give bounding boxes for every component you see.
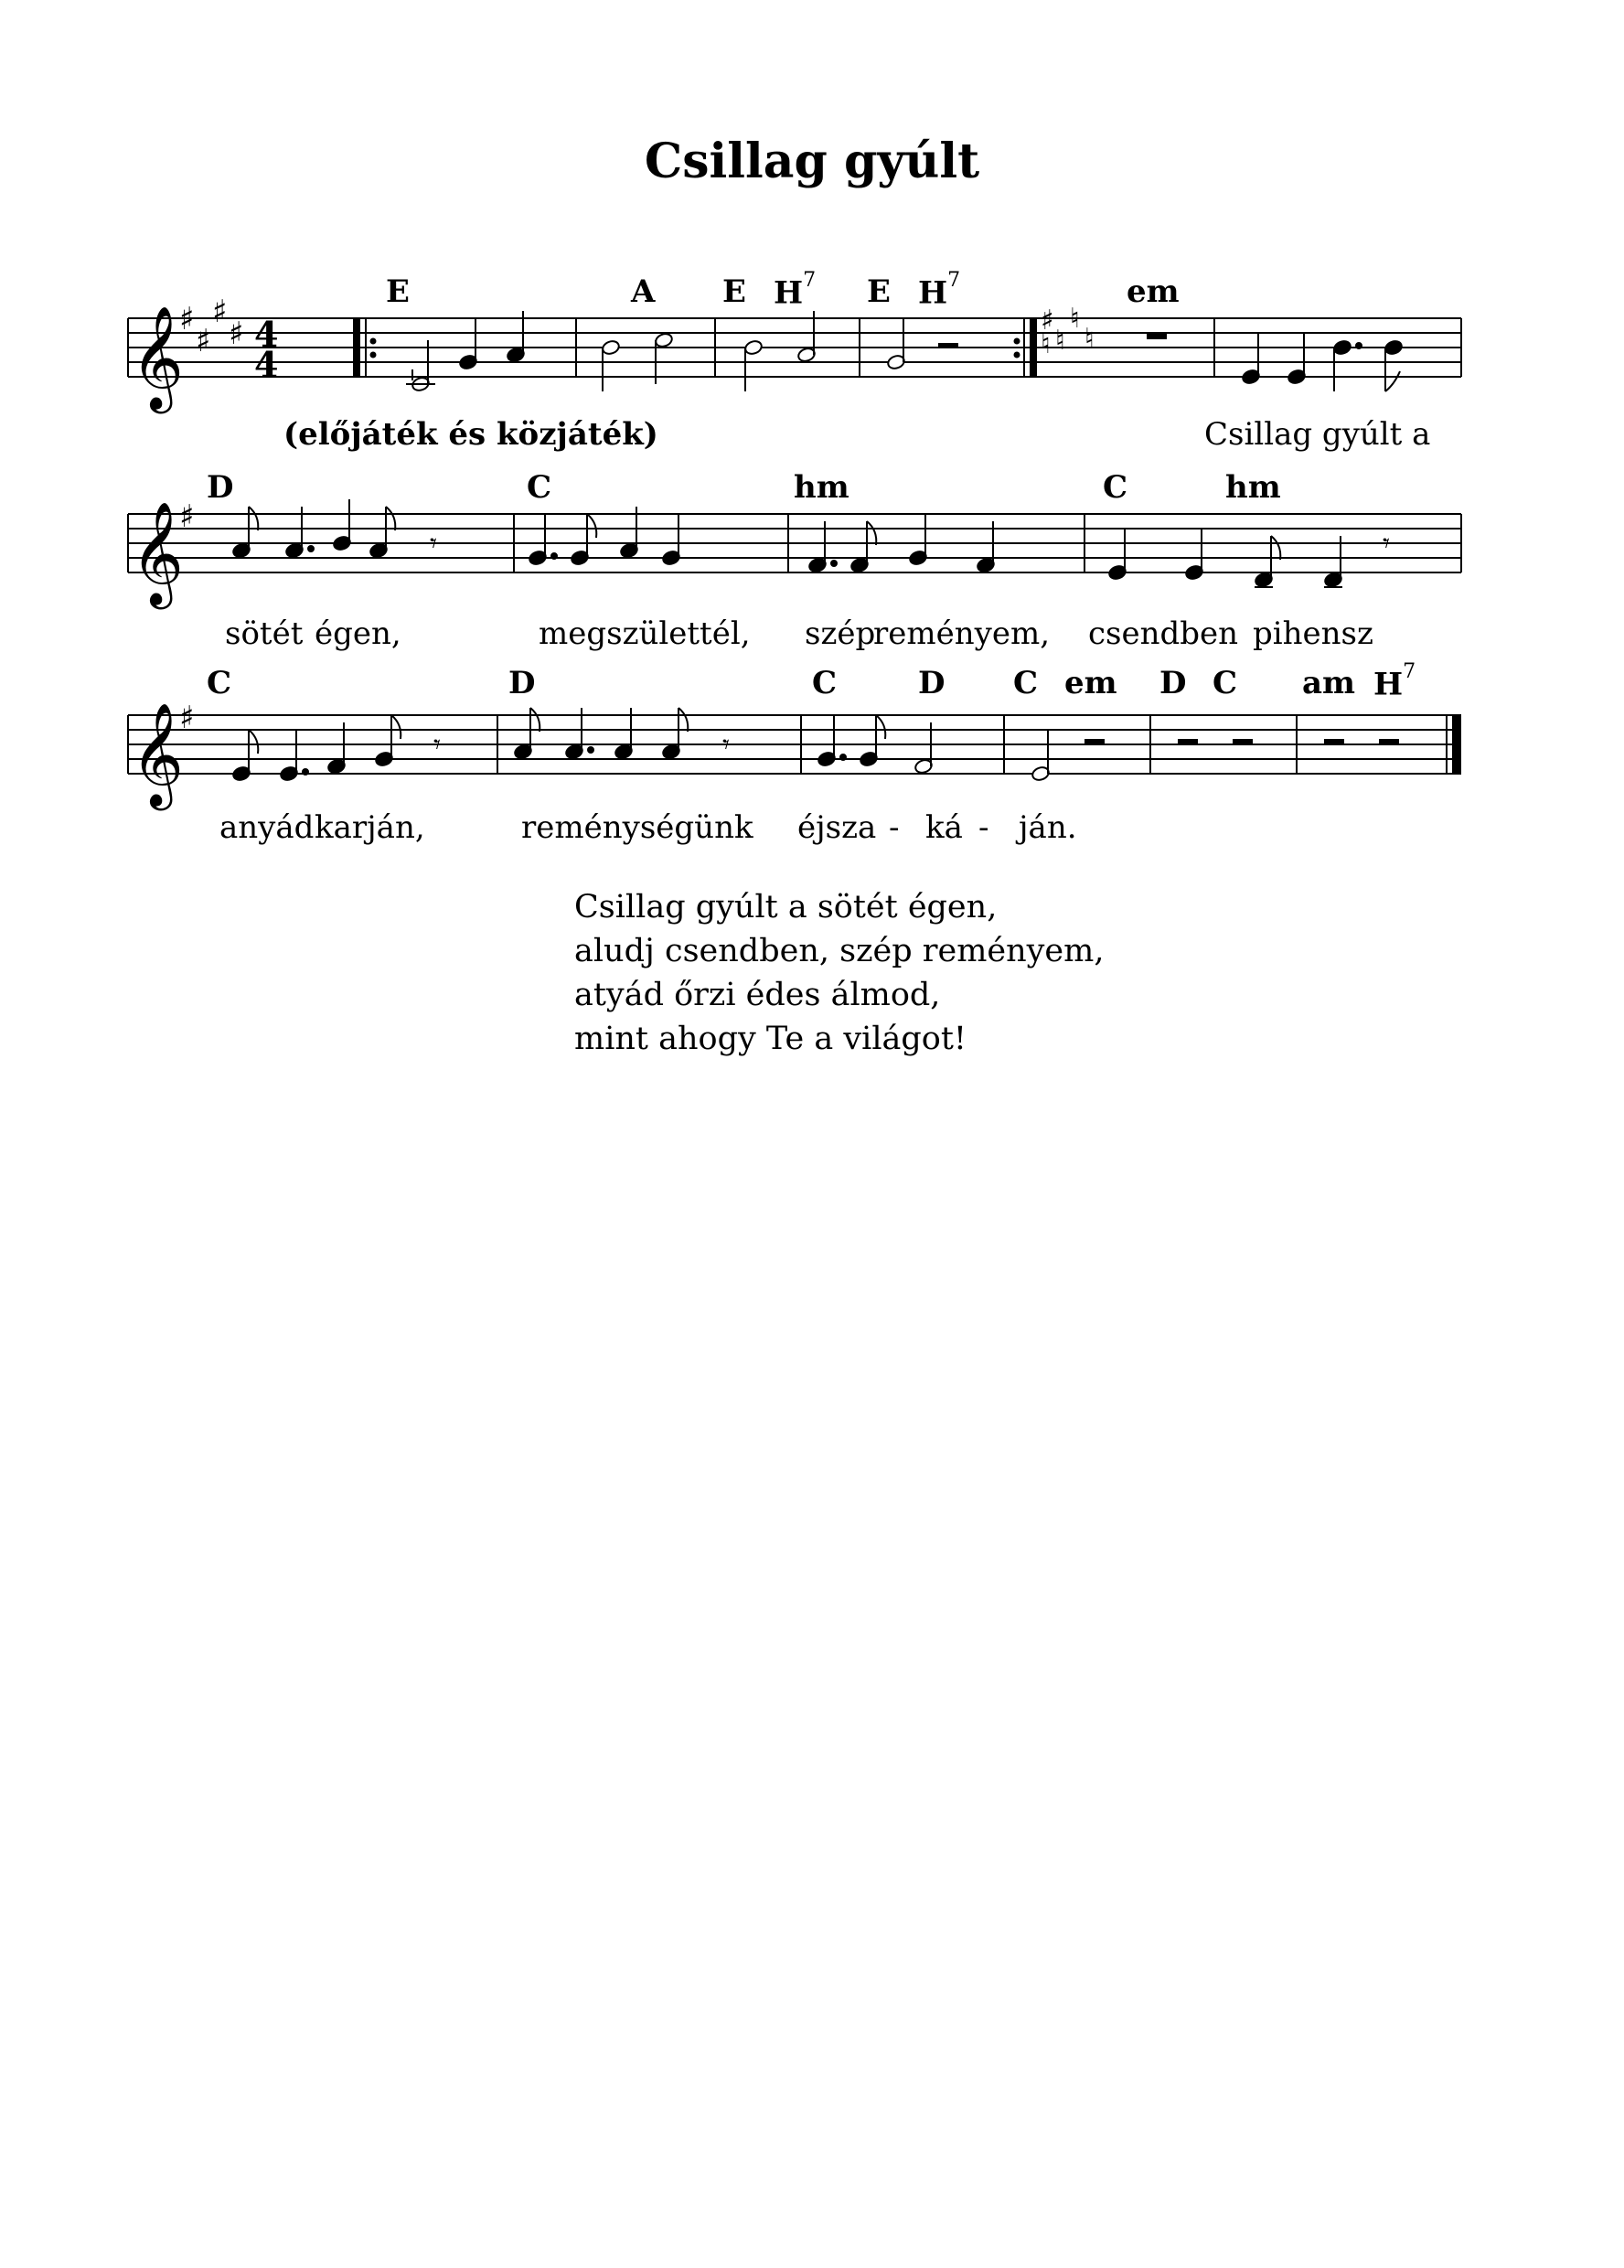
time-sig-numerator: 4: [254, 314, 279, 355]
chord: D: [207, 469, 234, 506]
verse-line: mint ahogy Te a világot!: [574, 1021, 967, 1057]
lyric-word: pihensz: [1253, 615, 1373, 652]
chord: $H^7$: [774, 269, 817, 312]
chord: E: [867, 273, 891, 310]
verse-line: Csillag gyúlt a sötét égen,: [574, 889, 998, 925]
lyric-word: ká: [925, 809, 963, 846]
lyric-word: reményem,: [873, 615, 1051, 652]
chord: D: [508, 665, 536, 701]
verse-block: [574, 885, 1104, 1061]
intro-label: (előjáték és közjáték): [283, 416, 658, 453]
lyric-word: sötét: [225, 615, 304, 652]
chord: E: [722, 273, 746, 310]
svg-text:𝄾: 𝄾: [1383, 528, 1390, 560]
lyric-word: égen,: [315, 615, 401, 652]
lyric-hyphen: -: [889, 809, 900, 846]
lyric-word: reménységünk: [521, 809, 753, 846]
chord: em: [1127, 273, 1180, 310]
lyric-line: Csillag gyúlt a: [1204, 416, 1431, 453]
key-signature-4-sharps: [179, 294, 243, 359]
time-sig-denominator: 4: [254, 344, 279, 385]
measure-1-notes: [406, 311, 526, 392]
treble-clef-2: 𝄞: [131, 501, 184, 605]
verse-line: atyád őrzi édes álmod,: [574, 977, 941, 1013]
key-signature-1-sharp-3: ♯: [179, 700, 195, 736]
chord: am: [1302, 665, 1356, 701]
lyric-hyphen: -: [978, 809, 989, 846]
svg-text:𝄾: 𝄾: [433, 729, 441, 761]
chord: C: [207, 665, 232, 701]
chord: C: [1013, 665, 1039, 701]
svg-text:♮: ♮: [1055, 325, 1065, 357]
half-rest: [938, 343, 958, 348]
svg-text:♯: ♯: [1041, 305, 1054, 337]
staff-2: [128, 514, 1461, 572]
staff-1: [128, 318, 1461, 377]
chord: D: [918, 665, 946, 701]
chord: E: [386, 273, 410, 310]
svg-text:♮: ♮: [1084, 323, 1095, 355]
verse-line: aludj csendben, szép reményem,: [574, 933, 1105, 969]
lyric-word: csendben: [1088, 615, 1239, 652]
chord: em: [1064, 665, 1117, 701]
key-change-naturals: [1041, 303, 1095, 360]
treble-clef-3: 𝄞: [131, 702, 184, 807]
time-signature: [254, 314, 278, 385]
lyric-word: ján.: [1019, 809, 1077, 846]
final-barline: [1452, 715, 1461, 774]
song-title: Csillag gyúlt: [644, 134, 980, 189]
lyric-word: karján,: [315, 809, 425, 846]
measure-3-notes: [743, 311, 816, 391]
staff-3: [128, 715, 1461, 774]
whole-rest: [1147, 333, 1167, 339]
svg-text:♯: ♯: [229, 316, 244, 352]
chord: C: [1213, 665, 1238, 701]
lyric-word: szép: [805, 615, 876, 652]
chord: $H^7$: [1373, 660, 1416, 703]
chord: C: [812, 665, 838, 701]
svg-text:♯: ♯: [196, 323, 211, 359]
svg-text:♯: ♯: [179, 301, 195, 337]
chord: C: [527, 469, 552, 506]
treble-clef-1: 𝄞: [131, 305, 184, 410]
chord: D: [1159, 665, 1187, 701]
lyric-word: anyád: [219, 809, 315, 846]
key-signature-1-sharp-2: ♯: [179, 498, 195, 535]
chord: hm: [794, 469, 849, 506]
lyric-word: megszülettél,: [539, 615, 751, 652]
chord: hm: [1225, 469, 1281, 506]
chord: $H^7$: [918, 269, 961, 312]
svg-text:♮: ♮: [1041, 328, 1051, 360]
svg-text:𝄾: 𝄾: [430, 528, 437, 560]
svg-text:♮: ♮: [1070, 303, 1080, 335]
lyric-word: éjsza: [797, 809, 877, 846]
svg-text:𝄾: 𝄾: [722, 729, 730, 761]
svg-text:♯: ♯: [212, 294, 228, 330]
chord: C: [1103, 469, 1128, 506]
chord: A: [631, 273, 656, 310]
